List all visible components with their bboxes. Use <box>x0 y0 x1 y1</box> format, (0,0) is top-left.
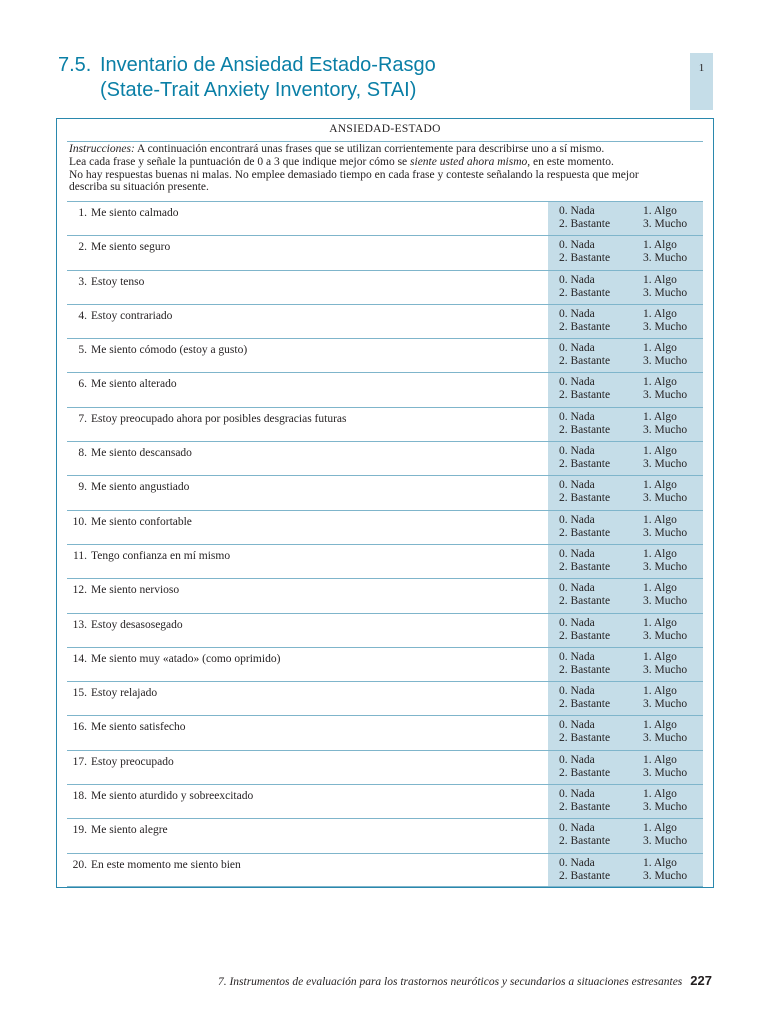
response-option[interactable]: 2. Bastante <box>559 492 611 505</box>
response-option[interactable]: 2. Bastante <box>559 732 611 745</box>
items-list <box>67 201 703 887</box>
response-option[interactable]: 3. Mucho <box>643 492 688 505</box>
response-option[interactable]: 2. Bastante <box>559 629 611 642</box>
response-option[interactable]: 3. Mucho <box>643 458 688 471</box>
item-number: 19. <box>72 824 87 837</box>
response-option[interactable]: 0. Nada <box>559 307 595 320</box>
item-text: Estoy desasosegado <box>91 618 183 631</box>
response-option[interactable]: 3. Mucho <box>643 320 688 333</box>
response-option[interactable]: 2. Bastante <box>559 595 611 608</box>
response-option[interactable]: 2. Bastante <box>559 526 611 539</box>
response-option[interactable]: 0. Nada <box>559 513 595 526</box>
response-option[interactable]: 1. Algo <box>643 582 677 595</box>
response-options <box>548 819 703 852</box>
item-row <box>67 613 703 647</box>
response-option[interactable]: 1. Algo <box>643 513 677 526</box>
item-text: Estoy contrariado <box>91 309 173 322</box>
response-option[interactable]: 2. Bastante <box>559 252 611 265</box>
response-options <box>548 682 703 715</box>
response-option[interactable]: 3. Mucho <box>643 663 688 676</box>
response-option[interactable]: 3. Mucho <box>643 218 688 230</box>
response-options <box>548 785 703 818</box>
response-option[interactable]: 1. Algo <box>643 650 677 663</box>
response-option[interactable]: 0. Nada <box>559 410 595 423</box>
item-text: Me siento alegre <box>91 824 168 837</box>
instructions-label: Instrucciones: <box>69 143 135 155</box>
response-options <box>548 271 703 304</box>
item-number: 5. <box>78 344 87 357</box>
item-text: Me siento aturdido y sobreexcitado <box>91 790 254 803</box>
item-row <box>67 235 703 269</box>
item-number: 18. <box>72 790 87 803</box>
item-row <box>67 407 703 441</box>
item-row <box>67 441 703 475</box>
item-number: 6. <box>78 378 87 391</box>
page-footer <box>218 973 712 988</box>
response-option[interactable]: 3. Mucho <box>643 595 688 608</box>
item-row <box>67 750 703 784</box>
item-row <box>67 784 703 818</box>
response-option[interactable]: 3. Mucho <box>643 869 688 882</box>
instructions-line-3: No hay respuestas buenas ni malas. No emplee demasiado tiempo en cada frase y conteste señalando la respuesta que mejor <box>69 168 639 181</box>
response-option[interactable]: 1. Algo <box>643 239 677 252</box>
response-option[interactable]: 1. Algo <box>643 273 677 286</box>
response-options <box>548 408 703 441</box>
response-option[interactable]: 0. Nada <box>559 376 595 389</box>
response-option[interactable]: 2. Bastante <box>559 835 611 848</box>
response-option[interactable]: 1. Algo <box>643 822 677 835</box>
item-text: Me siento seguro <box>91 241 171 254</box>
response-options <box>548 339 703 372</box>
response-options <box>548 305 703 338</box>
response-option[interactable]: 1. Algo <box>643 445 677 458</box>
item-number: 20. <box>72 858 87 871</box>
response-option[interactable]: 1. Algo <box>643 616 677 629</box>
questionnaire-title: ANSIEDAD-ESTADO <box>329 123 441 135</box>
response-option[interactable]: 2. Bastante <box>559 663 611 676</box>
response-option[interactable]: 0. Nada <box>559 616 595 629</box>
response-option[interactable]: 3. Mucho <box>643 252 688 265</box>
response-option[interactable]: 1. Algo <box>643 719 677 732</box>
item-number: 8. <box>78 447 87 460</box>
item-number: 11. <box>73 549 87 562</box>
item-number: 15. <box>72 687 87 700</box>
item-number: 17. <box>72 755 87 768</box>
response-option[interactable]: 2. Bastante <box>559 320 611 333</box>
response-option[interactable]: 3. Mucho <box>643 526 688 539</box>
item-row <box>67 853 703 887</box>
item-text: En este momento me siento bien <box>91 858 241 871</box>
response-options <box>548 854 703 886</box>
response-option[interactable]: 0. Nada <box>559 788 595 801</box>
instructions-line-4: describa su situación presente. <box>69 181 209 194</box>
response-options <box>548 614 703 647</box>
response-option[interactable]: 0. Nada <box>559 753 595 766</box>
response-option[interactable]: 2. Bastante <box>559 560 611 573</box>
response-option[interactable]: 1. Algo <box>643 410 677 423</box>
title-line-2: (State-Trait Anxiety Inventory, STAI) <box>100 79 417 101</box>
page-number: 227 <box>690 973 712 988</box>
item-text: Me siento alterado <box>91 378 177 391</box>
response-option[interactable]: 1. Algo <box>643 307 677 320</box>
instructions-line-1: Instrucciones: A continuación encontrará unas frases que se utilizan corrientemente para describirse uno a sí mismo. <box>69 143 605 155</box>
item-text: Estoy preocupado ahora por posibles desgracias futuras <box>91 412 347 425</box>
response-options <box>548 202 703 235</box>
response-option[interactable]: 1. Algo <box>643 376 677 389</box>
item-row <box>67 304 703 338</box>
item-text: Me siento descansado <box>91 447 192 460</box>
item-number: 10. <box>72 515 87 528</box>
response-option[interactable]: 1. Algo <box>643 479 677 492</box>
response-option[interactable]: 3. Mucho <box>643 698 688 711</box>
response-option[interactable]: 0. Nada <box>559 719 595 732</box>
item-row <box>67 681 703 715</box>
response-option[interactable]: 2. Bastante <box>559 423 611 436</box>
response-option[interactable]: 1. Algo <box>643 788 677 801</box>
item-number: 7. <box>78 412 87 425</box>
instructions-line-2: Lea cada frase y señale la puntuación de 0 a 3 que indique mejor cómo se siente usted ahora mismo, en este momento. <box>69 155 614 168</box>
response-options <box>548 579 703 612</box>
response-options <box>548 442 703 475</box>
questionnaire-box <box>56 118 714 888</box>
response-option[interactable]: 3. Mucho <box>643 835 688 848</box>
item-row <box>67 270 703 304</box>
item-row <box>67 818 703 852</box>
item-text: Me siento satisfecho <box>91 721 186 734</box>
item-text: Me siento angustiado <box>91 481 190 494</box>
response-option[interactable]: 2. Bastante <box>559 698 611 711</box>
response-options <box>548 545 703 578</box>
response-option[interactable]: 0. Nada <box>559 856 595 869</box>
response-option[interactable]: 0. Nada <box>559 342 595 355</box>
response-options <box>548 648 703 681</box>
response-option[interactable]: 0. Nada <box>559 685 595 698</box>
response-option[interactable]: 2. Bastante <box>559 218 611 230</box>
item-number: 1. <box>78 207 87 219</box>
item-row <box>67 475 703 509</box>
response-option[interactable]: 2. Bastante <box>559 766 611 779</box>
response-option[interactable]: 3. Mucho <box>643 629 688 642</box>
response-option[interactable]: 0. Nada <box>559 822 595 835</box>
section-number: 7.5. <box>58 54 92 76</box>
item-text: Me siento cómodo (estoy a gusto) <box>91 344 248 357</box>
response-option[interactable]: 2. Bastante <box>559 458 611 471</box>
response-option[interactable]: 1. Algo <box>643 753 677 766</box>
item-row <box>67 647 703 681</box>
item-text: Estoy relajado <box>91 687 158 700</box>
response-option[interactable]: 2. Bastante <box>559 355 611 368</box>
response-option[interactable]: 3. Mucho <box>643 286 688 299</box>
item-number: 2. <box>78 241 87 254</box>
response-option[interactable]: 0. Nada <box>559 445 595 458</box>
item-row <box>67 544 703 578</box>
response-option[interactable]: 3. Mucho <box>643 560 688 573</box>
item-text: Estoy preocupado <box>91 755 174 768</box>
response-options <box>548 716 703 749</box>
response-option[interactable]: 3. Mucho <box>643 766 688 779</box>
response-option[interactable]: 3. Mucho <box>643 801 688 814</box>
item-number: 13. <box>72 618 87 631</box>
item-number: 12. <box>72 584 87 597</box>
item-row <box>67 201 703 235</box>
response-option[interactable]: 2. Bastante <box>559 286 611 299</box>
response-option[interactable]: 0. Nada <box>559 547 595 560</box>
response-option[interactable]: 3. Mucho <box>643 355 688 368</box>
item-text: Tengo confianza en mí mismo <box>91 549 231 562</box>
response-options <box>548 511 703 544</box>
response-option[interactable]: 1. Algo <box>643 342 677 355</box>
response-option[interactable]: 0. Nada <box>559 582 595 595</box>
item-text: Me siento calmado <box>91 207 179 219</box>
title-divider <box>67 141 703 142</box>
chapter-tab: 1 <box>690 53 713 110</box>
item-row <box>67 578 703 612</box>
item-row <box>67 510 703 544</box>
item-number: 4. <box>78 309 87 322</box>
response-option[interactable]: 0. Nada <box>559 650 595 663</box>
response-option[interactable]: 1. Algo <box>643 685 677 698</box>
instructions <box>69 143 703 194</box>
response-option[interactable]: 3. Mucho <box>643 389 688 402</box>
response-option[interactable]: 3. Mucho <box>643 732 688 745</box>
response-option[interactable]: 1. Algo <box>643 856 677 869</box>
item-number: 9. <box>78 481 87 494</box>
response-option[interactable]: 2. Bastante <box>559 801 611 814</box>
response-option[interactable]: 0. Nada <box>559 239 595 252</box>
response-options <box>548 236 703 269</box>
item-row <box>67 372 703 406</box>
item-row <box>67 715 703 749</box>
response-option[interactable]: 1. Algo <box>643 205 677 217</box>
response-option[interactable]: 2. Bastante <box>559 389 611 402</box>
item-number: 14. <box>72 652 87 665</box>
response-options <box>548 476 703 509</box>
item-text: Me siento nervioso <box>91 584 180 597</box>
response-option[interactable]: 0. Nada <box>559 205 595 217</box>
response-options <box>548 751 703 784</box>
response-option[interactable]: 2. Bastante <box>559 869 611 882</box>
response-options <box>548 373 703 406</box>
item-text: Me siento confortable <box>91 515 192 528</box>
response-option[interactable]: 1. Algo <box>643 547 677 560</box>
response-option[interactable]: 0. Nada <box>559 479 595 492</box>
item-text: Me siento muy «atado» (como oprimido) <box>91 652 281 665</box>
title-line-1: Inventario de Ansiedad Estado-Rasgo <box>100 54 436 76</box>
response-option[interactable]: 3. Mucho <box>643 423 688 436</box>
item-number: 16. <box>72 721 87 734</box>
item-row <box>67 338 703 372</box>
item-text: Estoy tenso <box>91 275 145 288</box>
footer-text: 7. Instrumentos de evaluación para los trastornos neuróticos y secundarios a situaciones estresantes <box>217 976 683 988</box>
item-number: 3. <box>78 275 87 288</box>
response-option[interactable]: 0. Nada <box>559 273 595 286</box>
